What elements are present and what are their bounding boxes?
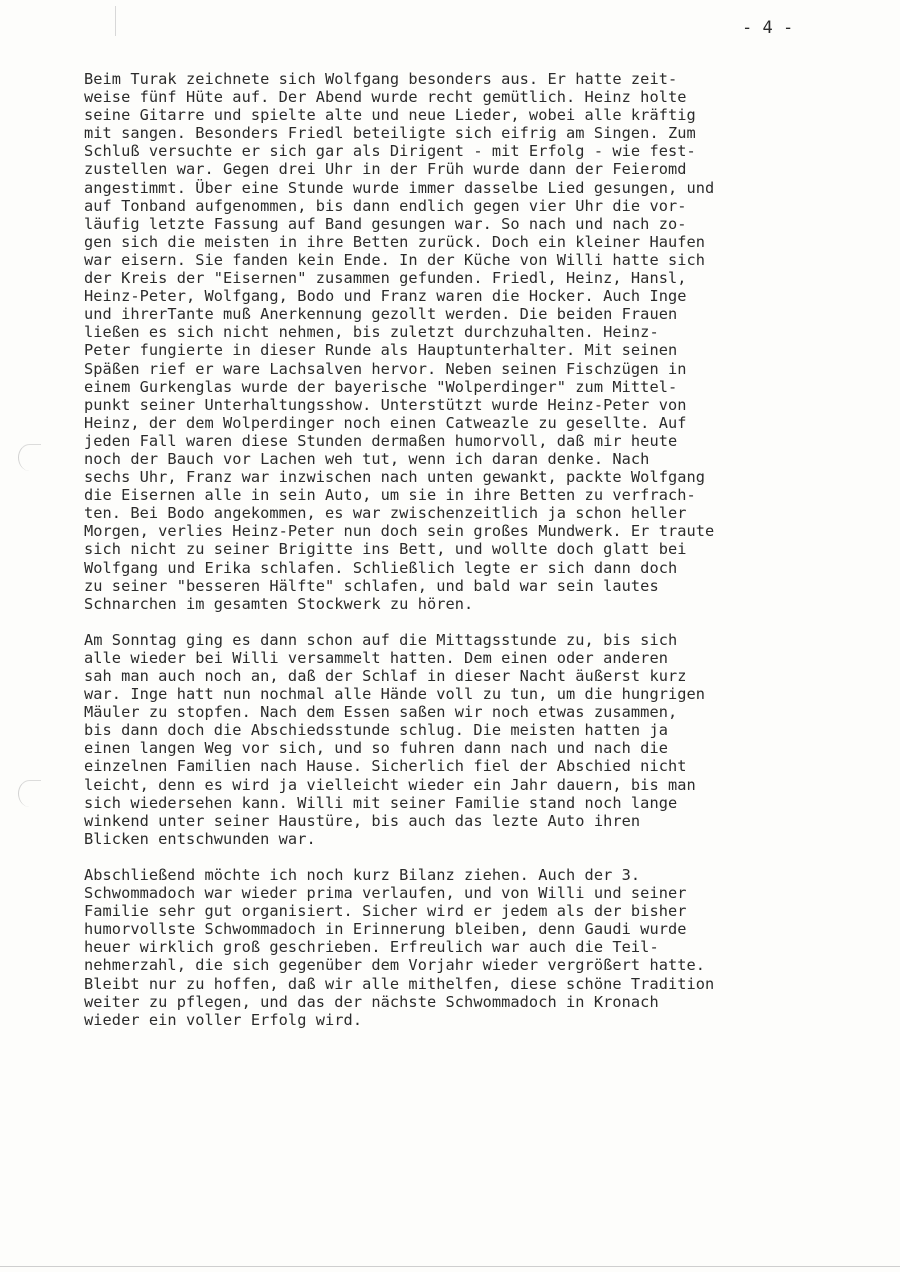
text-line: ließen es sich nicht nehmen, bis zuletzt durchzuhalten. Heinz- [84,323,659,342]
text-line: Bleibt nur zu hoffen, daß wir alle mithelfen, diese schöne Tradition [84,974,715,993]
text-line: zustellen war. Gegen drei Uhr in der Früh wurde dann der Feieromd [84,160,687,179]
text-line: sich nicht zu seiner Brigitte ins Bett, und wollte doch glatt bei [84,540,687,559]
text-line: und ihrerTante muß Anerkennung gezollt werden. Die beiden Frauen [84,305,678,324]
page-bottom-edge [0,1266,900,1267]
text-line: sich wiedersehen kann. Willi mit seiner Familie stand noch lange [84,793,678,812]
text-line: jeden Fall waren diese Stunden dermaßen humorvoll, daß mir heute [84,431,678,450]
text-line: alle wieder bei Willi versammelt hatten. Dem einen oder anderen [84,648,668,667]
text-line: wieder ein voller Erfolg wird. [84,1010,363,1029]
text-line: der Kreis der "Eisernen" zusammen gefunden. Friedl, Heinz, Hansl, [84,269,687,288]
text-line: Heinz, der dem Wolperdinger noch einen Catweazle zu gesellte. Auf [84,413,687,432]
text-line: punkt seiner Unterhaltungsshow. Unterstützt wurde Heinz-Peter von [84,395,687,414]
body-text [84,70,844,1047]
text-line: einzelnen Familien nach Hause. Sicherlich fiel der Abschied nicht [84,757,687,776]
text-line: Heinz-Peter, Wolfgang, Bodo und Franz waren die Hocker. Auch Inge [84,287,687,306]
text-line: Späßen rief er ware Lachsalven hervor. Neben seinen Fischzügen in [84,359,687,378]
text-line: seine Gitarre und spielte alte und neue Lieder, wobei alle kräftig [84,106,696,125]
text-line: humorvollste Schwommadoch in Erinnerung bleiben, denn Gaudi wurde [84,920,687,939]
text-line: Abschließend möchte ich noch kurz Bilanz ziehen. Auch der 3. [84,865,641,884]
text-line: bis dann doch die Abschiedsstunde schlug. Die meisten hatten ja [84,721,668,740]
page-number: - 4 - [742,18,794,38]
text-line: sechs Uhr, Franz war inzwischen nach unten gewankt, packte Wolfgang [84,468,706,487]
text-line: einen langen Weg vor sich, und so fuhren dann nach und nach die [84,739,668,758]
text-line: Wolfgang und Erika schlafen. Schließlich legte er sich dann doch [84,558,678,577]
text-line: Beim Turak zeichnete sich Wolfgang besonders aus. Er hatte zeit- [84,70,678,88]
text-line: weiter zu pflegen, und das der nächste Schwommadoch in Kronach [84,992,659,1011]
text-line: Schnarchen im gesamten Stockwerk zu hören. [84,594,474,613]
text-line: läufig letzte Fassung auf Band gesungen war. So nach und nach zo- [84,214,687,233]
text-line: ten. Bei Bodo angekommen, es war zwischenzeitlich ja schon heller [84,504,687,523]
text-line: die Eisernen alle in sein Auto, um sie in ihre Betten zu verfrach- [84,486,696,505]
paragraph [84,70,844,613]
text-line: auf Tonband aufgenommen, bis dann endlich gegen vier Uhr die vor- [84,196,687,215]
text-line: gen sich die meisten in ihre Betten zurück. Doch ein kleiner Haufen [84,232,706,251]
text-line: Blicken entschwunden war. [84,829,316,848]
text-line: angestimmt. Über eine Stunde wurde immer dasselbe Lied gesungen, und [84,178,715,197]
text-line: Peter fungierte in dieser Runde als Hauptunterhalter. Mit seinen [84,341,678,360]
text-line: sah man auch noch an, daß der Schlaf in dieser Nacht äußerst kurz [84,667,687,685]
punch-hole-mark [18,780,41,807]
fold-mark [115,6,116,36]
text-line: nehmerzahl, die sich gegenüber dem Vorjahr wieder vergrößert hatte. [84,956,706,975]
text-line: war eisern. Sie fanden kein Ende. In der Küche von Willi hatte sich [84,250,706,269]
paragraph [84,631,844,848]
text-line: leicht, denn es wird ja vielleicht wieder ein Jahr dauern, bis man [84,775,696,794]
text-line: zu seiner "besseren Hälfte" schlafen, und bald war sein lautes [84,576,659,595]
text-line: Familie sehr gut organisiert. Sicher wird er jedem als der bisher [84,902,687,921]
text-line: winkend unter seiner Haustüre, bis auch das lezte Auto ihren [84,811,641,830]
text-line: einem Gurkenglas wurde der bayerische "Wolperdinger" zum Mittel- [84,377,678,396]
text-line: Schwommadoch war wieder prima verlaufen, und von Willi und seiner [84,884,687,903]
text-line: mit sangen. Besonders Friedl beteiligte sich eifrig am Singen. Zum [84,124,696,143]
text-line: Morgen, verlies Heinz-Peter nun doch sein großes Mundwerk. Er traute [84,522,715,541]
text-line: war. Inge hatt nun nochmal alle Hände voll zu tun, um die hungrigen [84,685,706,704]
text-line: Mäuler zu stopfen. Nach dem Essen saßen wir noch etwas zusammen, [84,703,678,722]
paragraph [84,866,844,1029]
text-line: Am Sonntag ging es dann schon auf die Mittagsstunde zu, bis sich [84,630,678,649]
text-line: weise fünf Hüte auf. Der Abend wurde recht gemütlich. Heinz holte [84,88,687,107]
text-line: Schluß versuchte er sich gar als Dirigent - mit Erfolg - wie fest- [84,142,696,161]
text-line: noch der Bauch vor Lachen weh tut, wenn ich daran denke. Nach [84,449,650,468]
punch-hole-mark [18,444,41,471]
text-line: heuer wirklich groß geschrieben. Erfreulich war auch die Teil- [84,938,659,957]
